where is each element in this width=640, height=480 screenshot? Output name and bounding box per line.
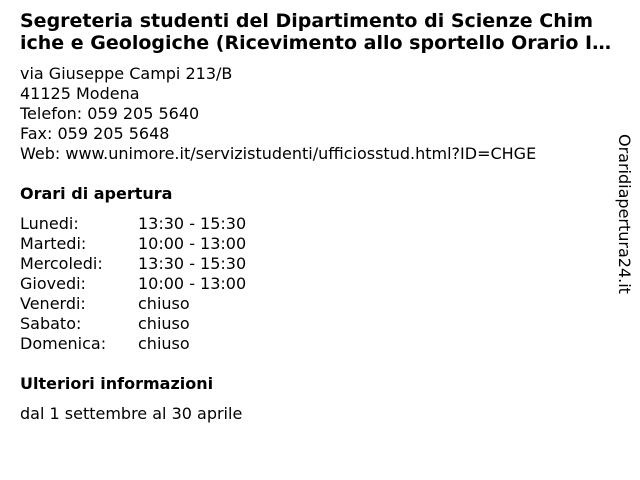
hours-time: chiuso bbox=[138, 334, 190, 353]
further-info-text: dal 1 settembre al 30 aprile bbox=[20, 404, 243, 423]
address-street: via Giuseppe Campi 213/B bbox=[20, 64, 233, 83]
hours-row-monday bbox=[20, 214, 280, 234]
hours-day: Venerdi: bbox=[20, 294, 86, 313]
hours-row-saturday bbox=[20, 314, 280, 334]
hours-day: Giovedi: bbox=[20, 274, 86, 293]
hours-time: 10:00 - 13:00 bbox=[138, 234, 247, 253]
opening-hours-title: Orari di apertura bbox=[20, 184, 173, 203]
opening-hours-table bbox=[20, 214, 280, 354]
hours-row-thursday bbox=[20, 274, 280, 294]
hours-day: Domenica: bbox=[20, 334, 107, 353]
hours-row-sunday bbox=[20, 334, 280, 354]
hours-time: 10:00 - 13:00 bbox=[138, 274, 247, 293]
address-web: Web: www.unimore.it/servizistudenti/ufficiosstud.html?ID=CHGE bbox=[20, 144, 537, 163]
address-fax: Fax: 059 205 5648 bbox=[20, 124, 170, 143]
hours-time: 13:30 - 15:30 bbox=[138, 254, 247, 273]
brand-vertical-text: Oraridiapertura24.it bbox=[615, 134, 634, 294]
page-title-line-2: iche e Geologiche (Ricevimento allo sportello Orario I… bbox=[20, 32, 612, 54]
hours-time: chiuso bbox=[138, 314, 190, 333]
page-title bbox=[20, 10, 620, 54]
further-info-title: Ulteriori informazioni bbox=[20, 374, 214, 393]
hours-time: 13:30 - 15:30 bbox=[138, 214, 247, 233]
hours-row-wednesday bbox=[20, 254, 280, 274]
hours-day: Mercoledi: bbox=[20, 254, 103, 273]
hours-time: chiuso bbox=[138, 294, 190, 313]
address-block bbox=[20, 64, 536, 164]
page-title-line-1: Segreteria studenti del Dipartimento di Scienze Chim bbox=[20, 10, 594, 32]
hours-day: Martedi: bbox=[20, 234, 87, 253]
address-phone: Telefon: 059 205 5640 bbox=[20, 104, 200, 123]
hours-day: Sabato: bbox=[20, 314, 82, 333]
hours-row-friday bbox=[20, 294, 280, 314]
hours-day: Lunedi: bbox=[20, 214, 79, 233]
hours-row-tuesday bbox=[20, 234, 280, 254]
address-city: 41125 Modena bbox=[20, 84, 140, 103]
